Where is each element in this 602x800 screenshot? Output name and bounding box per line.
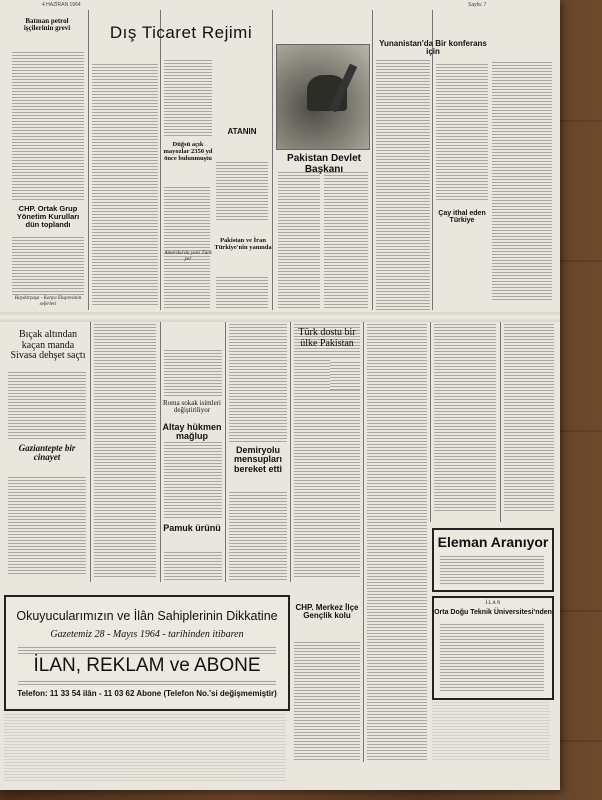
text-column — [278, 170, 320, 310]
column-rule — [430, 322, 431, 522]
text-column — [164, 550, 222, 580]
headline-bicak: Bıçak altından kaçan manda Sivasa dehşet saçtı — [10, 329, 86, 361]
notice-line1: Okuyucularımızın ve İlân Sahiplerinin Dikkatine — [16, 609, 278, 623]
ad-odtu-label: İ L A N — [485, 601, 501, 606]
headline-haydarpasa: Haydarpaşa - Konya Ekspresinin seferleri — [14, 296, 82, 307]
column-rule — [160, 322, 161, 582]
ad-odtu — [432, 596, 554, 700]
text-column — [164, 440, 222, 520]
column-rule — [290, 322, 291, 582]
headline-chp-merkez: CHP. Merkez İlçe Gençlik kolu — [295, 603, 359, 621]
column-rule — [225, 322, 226, 582]
text-column — [12, 235, 84, 295]
news-photo — [276, 44, 370, 150]
ad-body — [440, 622, 544, 692]
headline-atanin: ATANIN — [227, 127, 257, 136]
faded-bottom-text — [432, 700, 550, 760]
headline-amerikada: Amerika'da yeni Türk yer — [164, 250, 212, 263]
text-column — [164, 58, 212, 138]
page-fold — [0, 312, 560, 322]
text-column — [164, 185, 210, 310]
headline-batman: Batman petrol işçilerinin grevi — [23, 17, 71, 33]
text-column — [436, 62, 488, 202]
ad-body — [440, 554, 544, 586]
text-column — [164, 348, 222, 396]
text-column — [8, 475, 86, 575]
headline-chp-grup: CHP. Ortak Grup Yönetim Kurulları dün toplandı — [16, 204, 80, 229]
column-rule — [272, 10, 273, 310]
notice-body — [18, 679, 276, 685]
text-column — [504, 322, 554, 512]
column-rule — [500, 322, 501, 522]
column-rule — [88, 10, 89, 310]
text-column — [330, 360, 360, 390]
text-column — [434, 322, 496, 512]
text-column — [367, 322, 427, 762]
text-column — [92, 62, 158, 307]
column-rule — [90, 322, 91, 582]
ad-reklam-notice — [4, 595, 290, 711]
notice-body — [18, 645, 276, 655]
headline-pamuk: Pamuk ürünü — [163, 523, 221, 533]
column-rule — [160, 10, 161, 310]
ad-eleman-title: Eleman Aranıyor — [437, 534, 549, 550]
text-column — [216, 160, 268, 220]
page-date: 4 HAZİRAN 1964 — [42, 2, 81, 8]
notice-line4: Telefon: 11 33 54 ilân - 11 03 62 Abone (Telefon No.'si değişmemiştir) — [17, 689, 277, 698]
ad-odtu-title: Orta Doğu Teknik Üniversitesi'nden — [434, 609, 552, 616]
column-rule — [363, 322, 364, 762]
headline-pakistan-iran: Pakistan ve İran Türkiye'nin yanında — [214, 237, 272, 251]
text-column — [229, 322, 287, 442]
headline-demiryolu: Demiryolu mensupları bereket etti — [233, 445, 283, 474]
headline-yunanistan: Yunanistan'da Bir konferans için — [379, 39, 487, 57]
headline-pakistan-devlet: Pakistan Devlet Başkanı — [287, 153, 361, 175]
headline-turk-dostu: Türk dostu bir ülke Pakistan — [298, 327, 356, 349]
text-column — [12, 50, 84, 200]
page-number: Sayfa: 7 — [468, 2, 487, 8]
headline-roma: Roma sokak isimleri değiştiriliyor — [163, 399, 221, 415]
text-column — [94, 322, 156, 577]
ad-eleman-araniyor — [432, 528, 554, 592]
headline-cay: Çay ithal eden Türkiye — [438, 210, 486, 225]
headline-mayoz: Düğsü açık mayozlar 2350 yıl önce bulunmuştu — [163, 141, 213, 162]
headline-altay: Altay hükmen mağlup — [162, 422, 222, 442]
text-column — [324, 170, 368, 310]
headline-gaziantep: Gaziantepte bir cinayet — [18, 443, 76, 463]
text-column — [492, 60, 552, 300]
text-column — [8, 370, 86, 440]
column-rule — [372, 10, 373, 310]
text-column — [376, 58, 430, 310]
faded-bottom-text — [4, 712, 286, 782]
text-column — [216, 275, 268, 310]
text-column — [294, 640, 360, 760]
notice-line2: Gazetemiz 28 - Mayıs 1964 - tarihinden itibaren — [50, 629, 244, 640]
headline-dis-ticaret: Dış Ticaret Rejimi — [109, 23, 253, 42]
notice-line3: İLAN, REKLAM ve ABONE — [33, 655, 261, 676]
text-column — [229, 490, 287, 580]
